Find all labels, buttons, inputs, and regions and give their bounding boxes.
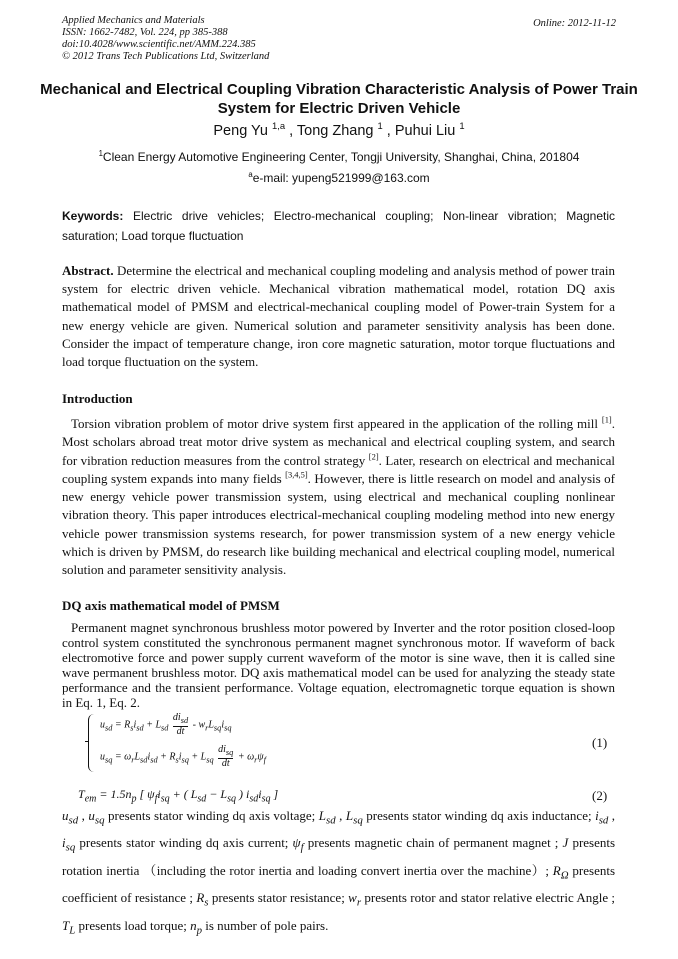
equation-2-number: (2) — [592, 788, 608, 803]
journal-name: Applied Mechanics and Materials — [62, 15, 205, 26]
equation-1-line-2: $u_{sq} = \omega_rL_{sd}i_{sd} + R_si_{sq} + L_{sq}$ $\frac{di_{sq}}{dt}$ + $\omega_r\psi_f$ — [100, 744, 266, 769]
intro-text: . Later, research on electrical and mechanical coupling system expands into many fields — [62, 452, 616, 486]
equation-1-line-1: $u_{sd} = R_si_{sd} + L_{sd}$ $\frac{di_{sd}}{dt}$ - $w_rL_{sq}i_{sq}$ — [100, 712, 232, 737]
abstract-label: Abstract. — [62, 263, 114, 278]
variable-text: presents stator winding dq axis voltage; — [107, 808, 316, 823]
copyright-line: © 2012 Trans Tech Publications Ltd, Switzerland — [62, 51, 270, 62]
section-heading-pmsm: DQ axis mathematical model of PMSM — [62, 598, 280, 613]
variable-text: presents load torque; — [78, 917, 187, 933]
affil-mark: 1 — [98, 149, 103, 158]
equation-brace — [88, 714, 97, 772]
author-affil-mark: 1 — [377, 120, 383, 132]
author-name: Puhui Liu — [394, 123, 456, 139]
intro-text: Torsion vibration problem of motor drive system first appeared in the application of the rolling mill — [71, 416, 598, 431]
affiliation-text: Clean Energy Automotive Engineering Center, Tongji University, Shanghai, China, 201804 — [102, 150, 580, 164]
variable-text: presents stator winding dq axis current; — [79, 835, 289, 851]
variable-text: presents stator resistance; — [211, 890, 345, 906]
equation-2: $T_{em} = 1.5n_p$ [ $\psi_fi_{sq}$ + ( $L_{sd} - L_{sq}$ ) $i_{sd}i_{sq}$ ] — [78, 787, 279, 805]
author-list: Peng Yu $^{1,a}$ , Tong Zhang $^1$ , Puhui Liu $^1$ — [213, 120, 465, 139]
email-line — [0, 171, 678, 185]
keywords — [62, 206, 615, 246]
citation: [2] — [368, 451, 379, 462]
citation: [3,4,5] — [285, 469, 308, 480]
abstract — [62, 262, 615, 371]
variable-text: presents coefficient of resistance ; — [62, 862, 616, 906]
author-name: Peng Yu — [213, 123, 268, 139]
variable-definitions: $u_{sd}$ , $u_{sq}$ presents stator winding dq axis voltage; $L_{sd}$ , $L_{sq}$ presents stator winding dq axis inductance; $i_{sd}$ , $i_{sq}$ presents stator winding dq axis current; $\psi_f$ presents magnetic chain of permanent magnet ; J presents rotation inertia （including the rotor inertia and loading convert inertia over the machine）; $R_\Omega$ presents coefficient of resistance ; $R_s$ presents stator resistance; $w_r$ presents rotor and stator relative electric Angle ; $T_L$ presents load torque; $n_p$ is number of pole pairs. — [62, 808, 616, 937]
pmsm-paragraph: Permanent magnet synchronous brushless motor powered by Inverter and the rotor position closed-loop control system constituted the synchronous permanent magnet synchronous motor. If waveform of back electromotive force and power supply current waveform of the motor is sine wave, then it is called sine wave permanent brushless motor. DQ axis mathematical model can be used for analyzing the steady state performance and the transient performance. Voltage equation, electromagnetic torque equation is shown in Eq. 1, Eq. 2. — [62, 620, 615, 710]
intro-text: . Most scholars abroad treat motor drive system as mechanical and electrical coupling system, and search for vibration reduction measures from the control strategy — [62, 416, 615, 468]
equation-1-number: (1) — [592, 735, 608, 750]
issn-line: ISSN: 1662-7482, Vol. 224, pp 385-388 — [62, 27, 228, 38]
paper-title: Mechanical and Electrical Coupling Vibration Characteristic Analysis of Power Train System for Electric Driven Vehicle — [40, 81, 638, 117]
keywords-text: Electric drive vehicles; Electro-mechanical coupling; Non-linear vibration; Magnetic saturation; Load torque fluctuation — [62, 209, 615, 243]
citation: [1] — [601, 414, 612, 425]
intro-text: . However, there is little research on model and analysis of new energy vehicle power transmission system, using electrical and mechanical coupling nonlinear vibration theory. This paper introduces electrical-mechanical coupling modeling method into new energy vehicle power transmission systems research, for power transmission system of a new energy vehicle which is driven by PMSM, do research like building mechanical and electrical coupling model, numerical solution and parameter sensitivity analysis. — [62, 470, 615, 578]
variable-text: presents rotation inertia （including the rotor inertia and loading convert inertia over the machine）; — [62, 835, 616, 878]
section-heading-introduction: Introduction — [62, 391, 133, 406]
author-affil-mark: 1,a — [272, 120, 286, 132]
keywords-label: Keywords: — [62, 209, 124, 223]
variable-text: presents rotor and stator relative electric Angle ; — [364, 890, 616, 906]
variable-text: presents stator winding dq axis inductance; — [366, 808, 592, 823]
introduction-paragraph — [62, 415, 615, 580]
email-text: e-mail: yupeng521999@163.com — [252, 171, 430, 185]
author-affil-mark: 1 — [459, 120, 465, 132]
online-date: Online: 2012-11-12 — [533, 18, 616, 29]
abstract-text: Determine the electrical and mechanical coupling modeling and analysis method of power train system for electric driven vehicle. Mechanical vibration mathematical model, rotation DQ axis mathematical model of PMSM and electrical-mechanical coupling model of Power-train System for a new energy vehicle are given. Numerical solution and parameter sensitivity analysis has been done. Consider the impact of temperature change, iron core magnetic saturation, motor torque fluctuations and load torque fluctuation on the system. — [62, 263, 615, 370]
affiliation — [0, 150, 678, 164]
author-name: Tong Zhang — [296, 123, 374, 139]
doi-line: doi:10.4028/www.scientific.net/AMM.224.385 — [62, 39, 256, 50]
variable-text: presents magnetic chain of permanent magnet ; — [307, 835, 559, 851]
variable-text: is number of pole pairs. — [205, 917, 329, 933]
email-mark: a — [248, 170, 253, 179]
